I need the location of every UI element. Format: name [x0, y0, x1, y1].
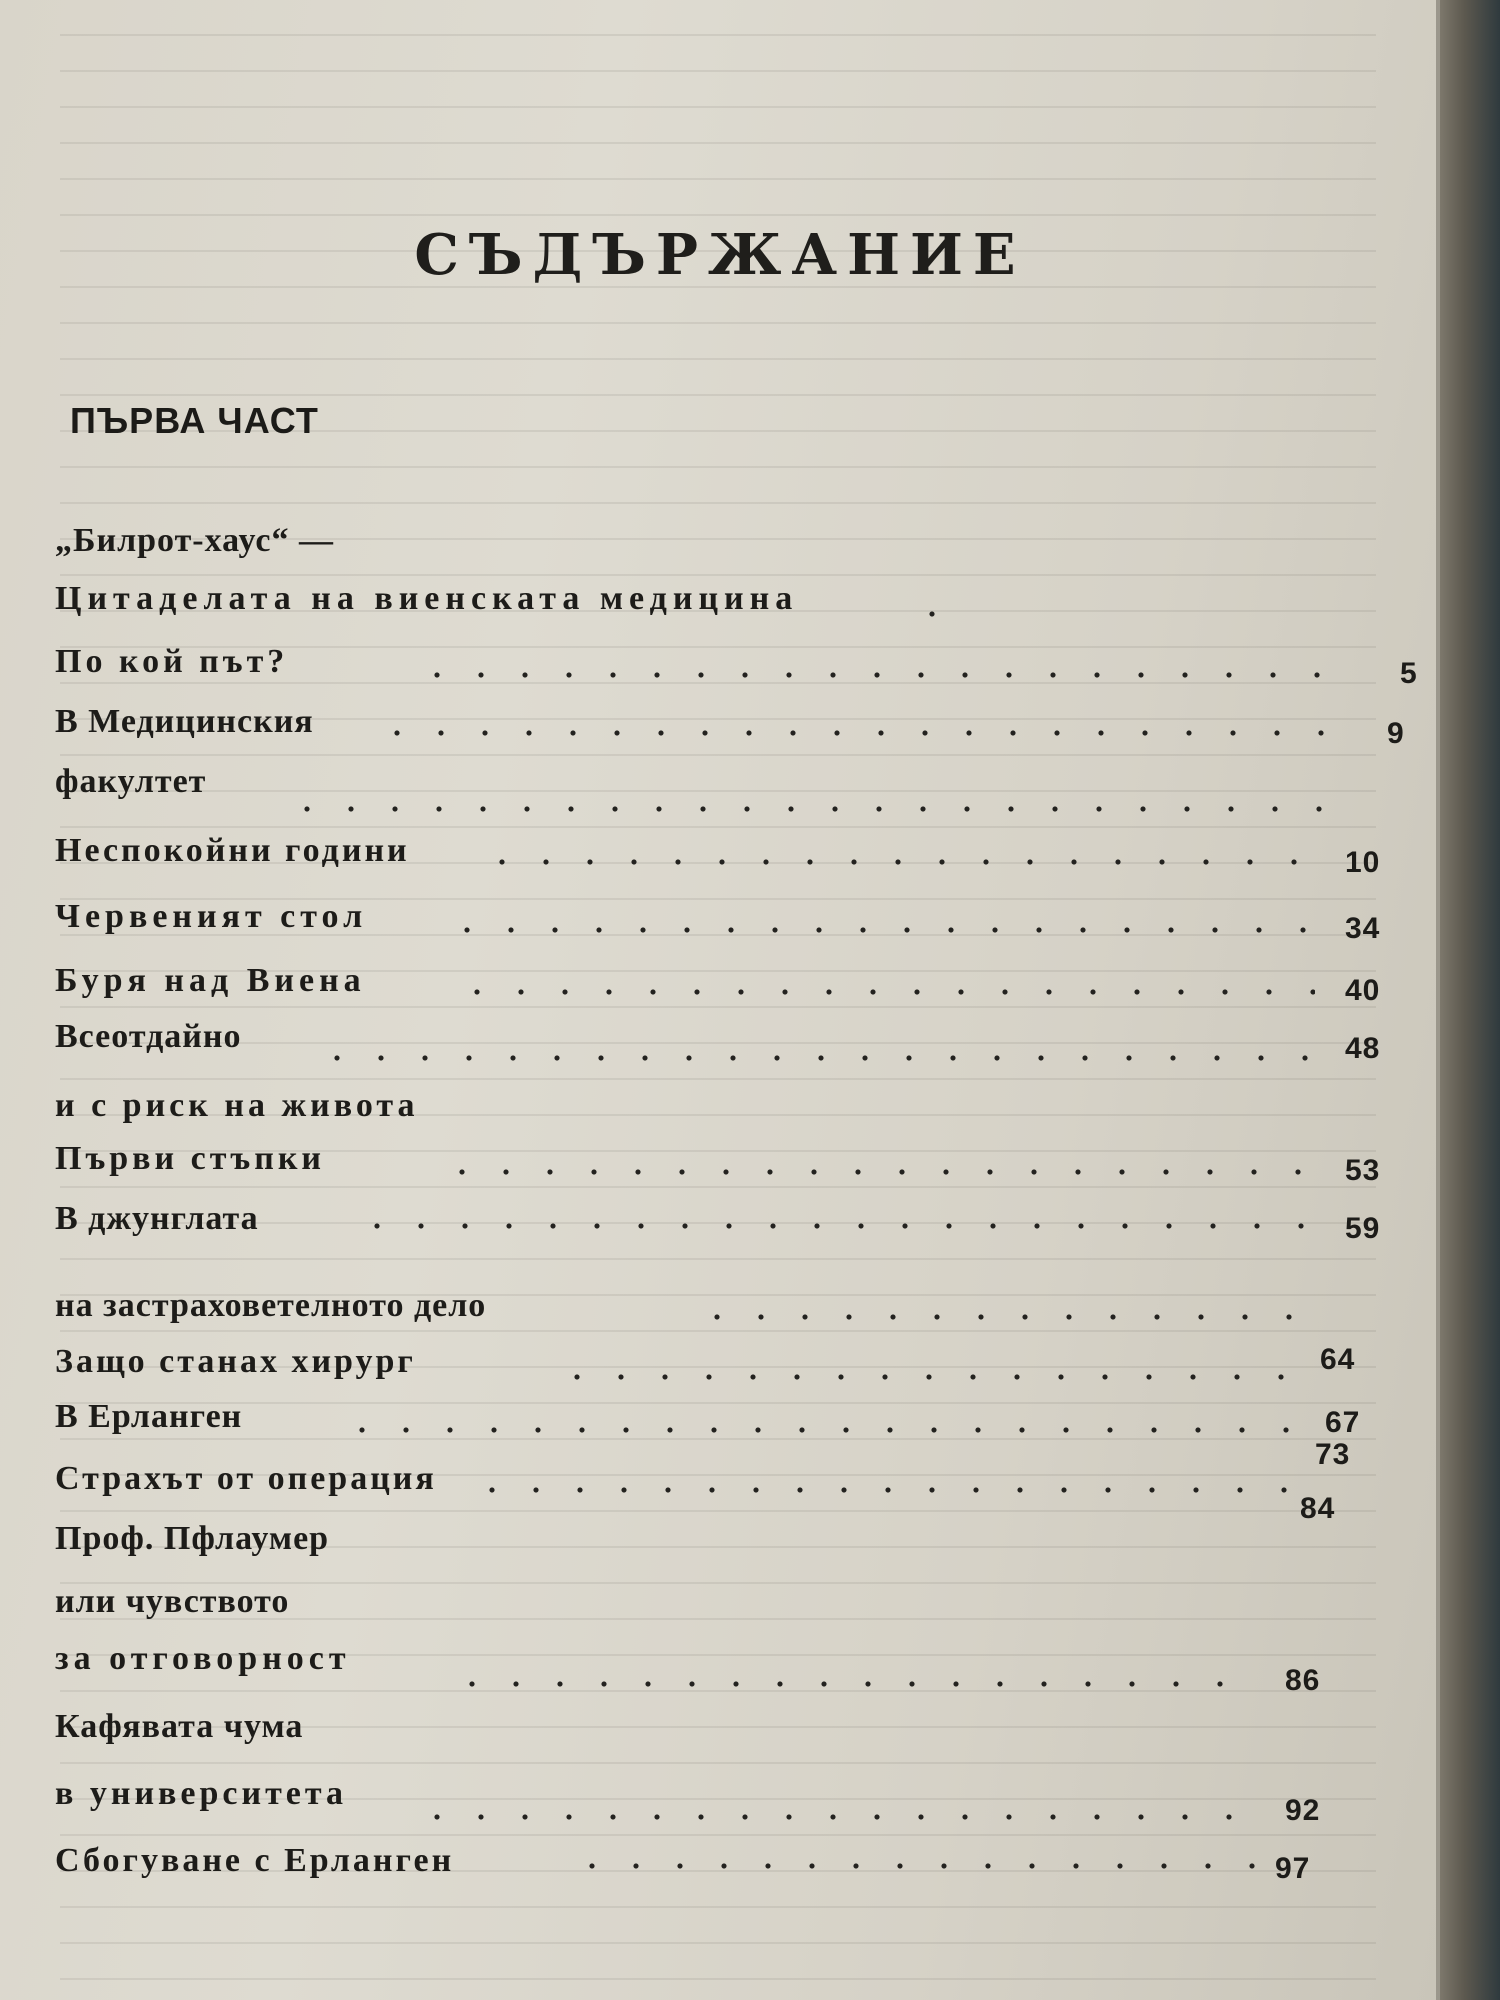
toc-page-number: 10: [1345, 846, 1381, 879]
leader-dots: [355, 1220, 1315, 1230]
leader-dots: [470, 1484, 1290, 1494]
toc-entry-title: По кой път?: [55, 643, 289, 680]
toc-entry: [55, 522, 1335, 566]
leader-dots: [285, 803, 1325, 813]
toc-entry: [55, 1664, 1335, 1752]
toc-entry: [55, 1438, 1351, 1504]
leader-dots: [315, 1052, 1315, 1062]
toc-page-number: 5: [1400, 657, 1418, 690]
toc-entry: [55, 763, 1335, 807]
leader-dots: [415, 669, 1335, 679]
toc-entry: [55, 580, 1335, 624]
toc-entry-title: за отговорност: [55, 1640, 351, 1677]
next-page-edge: [1440, 0, 1500, 2000]
leader-dots: [455, 986, 1315, 996]
toc-entry: [55, 1140, 1381, 1187]
toc-page-number: 92: [1285, 1794, 1321, 1827]
toc-entry: [55, 832, 1381, 879]
leader-dots: [450, 1678, 1250, 1688]
toc-entry-title: факултет: [55, 763, 207, 800]
toc-entry: [55, 1842, 1335, 1886]
toc-entry-title: Цитаделата на виенската медицина: [55, 580, 799, 617]
toc-entry-title: на застраховетелното дело: [55, 1287, 487, 1324]
toc-entry-title: Защо станах хирург: [55, 1343, 416, 1380]
leader-dots: [695, 1311, 1315, 1321]
toc-entry: [55, 643, 1418, 690]
toc-title: СЪДЪРЖАНИЕ: [414, 222, 1026, 288]
leader-dots: [375, 727, 1325, 737]
toc-page-number: 40: [1345, 974, 1381, 1007]
toc-page-number: 9: [1387, 717, 1405, 750]
leader-dots: [415, 1811, 1255, 1821]
toc-entry-title: и с риск на живота: [55, 1087, 419, 1124]
toc-entry-title: или чувството: [55, 1583, 290, 1620]
toc-page-number: 67: [1325, 1406, 1361, 1439]
toc-page-number: 73: [1315, 1438, 1351, 1471]
toc-entry: [55, 1018, 1381, 1065]
toc-page-number: 48: [1345, 1032, 1381, 1065]
toc-entry-title: Неспокойни години: [55, 832, 410, 869]
leader-dots: [440, 1166, 1320, 1176]
part-heading: ПЪРВА ЧАСТ: [70, 400, 319, 441]
toc-entry: [55, 1200, 1381, 1245]
leader-dots: [555, 1371, 1285, 1381]
toc-entry-title: Сбогуване с Ерланген: [55, 1842, 455, 1879]
toc-entry-title: Всеотдайно: [55, 1018, 242, 1055]
leader-dots: [445, 924, 1315, 934]
toc-entry-title: „Билрот-хаус“ —: [55, 522, 334, 559]
toc-page-number: 86: [1285, 1664, 1321, 1697]
toc-entry-title: Проф. Пфлаумер: [55, 1520, 330, 1557]
toc-page-number: 97: [1275, 1852, 1311, 1885]
toc-entry: [55, 1287, 1335, 1331]
toc-page-number: 34: [1345, 912, 1381, 945]
toc-entry: [55, 703, 1405, 750]
toc-entry-title: Червеният стол: [55, 898, 368, 935]
leader-dots: [480, 856, 1320, 866]
toc-entry: [55, 1640, 1335, 1684]
toc-entry: [55, 962, 1381, 1007]
leader-dots: [340, 1424, 1290, 1434]
toc-entry-title: Страхът от операция: [55, 1460, 437, 1497]
toc-entry-title: Кафявата чума: [55, 1708, 304, 1745]
toc-entry-title: В Медицинския: [55, 703, 314, 740]
toc-entry: [55, 1087, 1335, 1131]
toc-entry: [55, 1775, 1335, 1819]
toc-entry-title: Първи стъпки: [55, 1140, 326, 1177]
toc-page-number: 53: [1345, 1154, 1381, 1187]
leader-dots: [910, 608, 970, 618]
toc-entry: [55, 1398, 1361, 1442]
toc-page-number: 64: [1320, 1343, 1356, 1376]
toc-entry: [55, 898, 1381, 945]
toc-entry: [55, 1583, 1335, 1627]
toc-entry-title: Буря над Виена: [55, 962, 366, 999]
toc-entry: [55, 1343, 1356, 1387]
toc-page-number: 59: [1345, 1212, 1381, 1245]
toc-entry-title: В джунглата: [55, 1200, 259, 1237]
toc-entry-title: В Ерланген: [55, 1398, 243, 1435]
toc-page-number: 84: [1300, 1492, 1336, 1525]
toc-entry-title: в университета: [55, 1775, 347, 1812]
toc-entry: [55, 1492, 1336, 1564]
